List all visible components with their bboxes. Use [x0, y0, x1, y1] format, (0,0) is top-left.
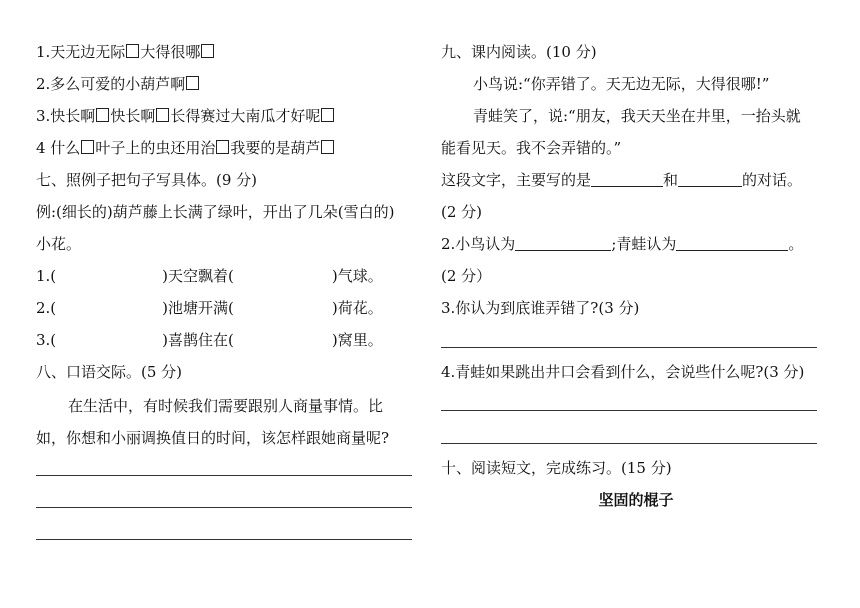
- question-text: 的对话。: [742, 171, 803, 189]
- fill-item-1: [36, 266, 383, 286]
- answer-blank[interactable]: [591, 172, 663, 187]
- question-text: 。: [788, 235, 804, 253]
- answer-box[interactable]: [156, 108, 169, 122]
- answer-blank[interactable]: [515, 236, 611, 251]
- punct-text: 1.天无边无际: [36, 43, 126, 61]
- section-10-title: 十、阅读短文，完成练习。(15 分): [441, 459, 672, 477]
- fill-item-3: [36, 330, 383, 350]
- section-8-text: 在生活中，有时候我们需要跟别人商量事情。比: [68, 397, 384, 415]
- answer-line[interactable]: [36, 539, 412, 540]
- answer-box[interactable]: [186, 76, 199, 90]
- punct-item-3: [36, 106, 335, 126]
- answer-line[interactable]: [441, 443, 817, 444]
- passage-line: 青蛙笑了，说:“朋友，我天天坐在井里，一抬头就: [473, 107, 801, 125]
- section-8-text-cont: 如，你想和小丽调换值日的时间，该怎样跟她商量呢?: [36, 429, 390, 447]
- question-1-score: (2 分): [441, 203, 483, 221]
- answer-box[interactable]: [126, 44, 139, 58]
- punct-item-1: [36, 42, 215, 62]
- section-7-example: 例:(细长的)葫芦藤上长满了绿叶，开出了几朵(雪白的): [36, 203, 395, 221]
- answer-line[interactable]: [36, 507, 412, 508]
- story-title: 坚固的棍子: [598, 491, 674, 509]
- question-text: ;青蛙认为: [611, 235, 677, 253]
- question-text: 2.小鸟认为: [441, 235, 516, 253]
- question-2-score: (2 分）: [441, 267, 492, 285]
- question-4: 4.青蛙如果跳出井口会看到什么，会说些什么呢?(3 分): [441, 363, 805, 381]
- answer-line[interactable]: [441, 347, 817, 348]
- answer-blank[interactable]: [676, 236, 788, 251]
- section-7-title: 七、照例子把句子写具体。(9 分): [36, 171, 258, 189]
- answer-box[interactable]: [216, 140, 229, 154]
- passage-line: 小鸟说:“你弄错了。天无边无际，大得很哪!”: [473, 75, 770, 93]
- punct-text: 2.多么可爱的小葫芦啊: [36, 75, 186, 93]
- answer-line[interactable]: [36, 475, 412, 476]
- punct-text: 快长啊: [110, 107, 156, 125]
- punct-text: 4 什么: [36, 139, 81, 157]
- item-number: 2.(: [36, 299, 57, 317]
- punct-text: 叶子上的虫还用治: [95, 139, 216, 157]
- answer-blank[interactable]: [678, 172, 742, 187]
- passage-line: 能看见天。我不会弄错的。”: [441, 139, 622, 157]
- item-text: )池塘开满(: [162, 299, 234, 317]
- item-text: )气球。: [331, 267, 383, 285]
- answer-box[interactable]: [321, 140, 334, 154]
- punct-text: 我要的是葫芦: [230, 139, 321, 157]
- section-8-title: 八、口语交际。(5 分): [36, 363, 183, 381]
- item-number: 3.(: [36, 331, 57, 349]
- question-3: 3.你认为到底谁弄错了?(3 分): [441, 299, 640, 317]
- question-text: 和: [663, 171, 679, 189]
- answer-box[interactable]: [96, 108, 109, 122]
- punct-item-2: [36, 74, 200, 94]
- punct-item-4: [36, 138, 335, 158]
- punct-text: 3.快长啊: [36, 107, 96, 125]
- section-7-example-cont: 小花。: [36, 235, 82, 253]
- answer-line[interactable]: [441, 410, 817, 411]
- punct-text: 大得很哪: [140, 43, 201, 61]
- item-text: )荷花。: [331, 299, 383, 317]
- answer-box[interactable]: [321, 108, 334, 122]
- answer-box[interactable]: [81, 140, 94, 154]
- item-text: )喜鹊住在(: [162, 331, 234, 349]
- fill-item-2: [36, 298, 383, 318]
- item-number: 1.(: [36, 267, 57, 285]
- item-text: )天空飘着(: [162, 267, 234, 285]
- question-2: [441, 234, 803, 254]
- answer-box[interactable]: [201, 44, 214, 58]
- item-text: )窝里。: [331, 331, 383, 349]
- question-1: [441, 170, 802, 190]
- question-text: 这段文字，主要写的是: [441, 171, 592, 189]
- punct-text: 长得赛过大南瓜才好呢: [170, 107, 321, 125]
- section-9-title: 九、课内阅读。(10 分): [441, 43, 597, 61]
